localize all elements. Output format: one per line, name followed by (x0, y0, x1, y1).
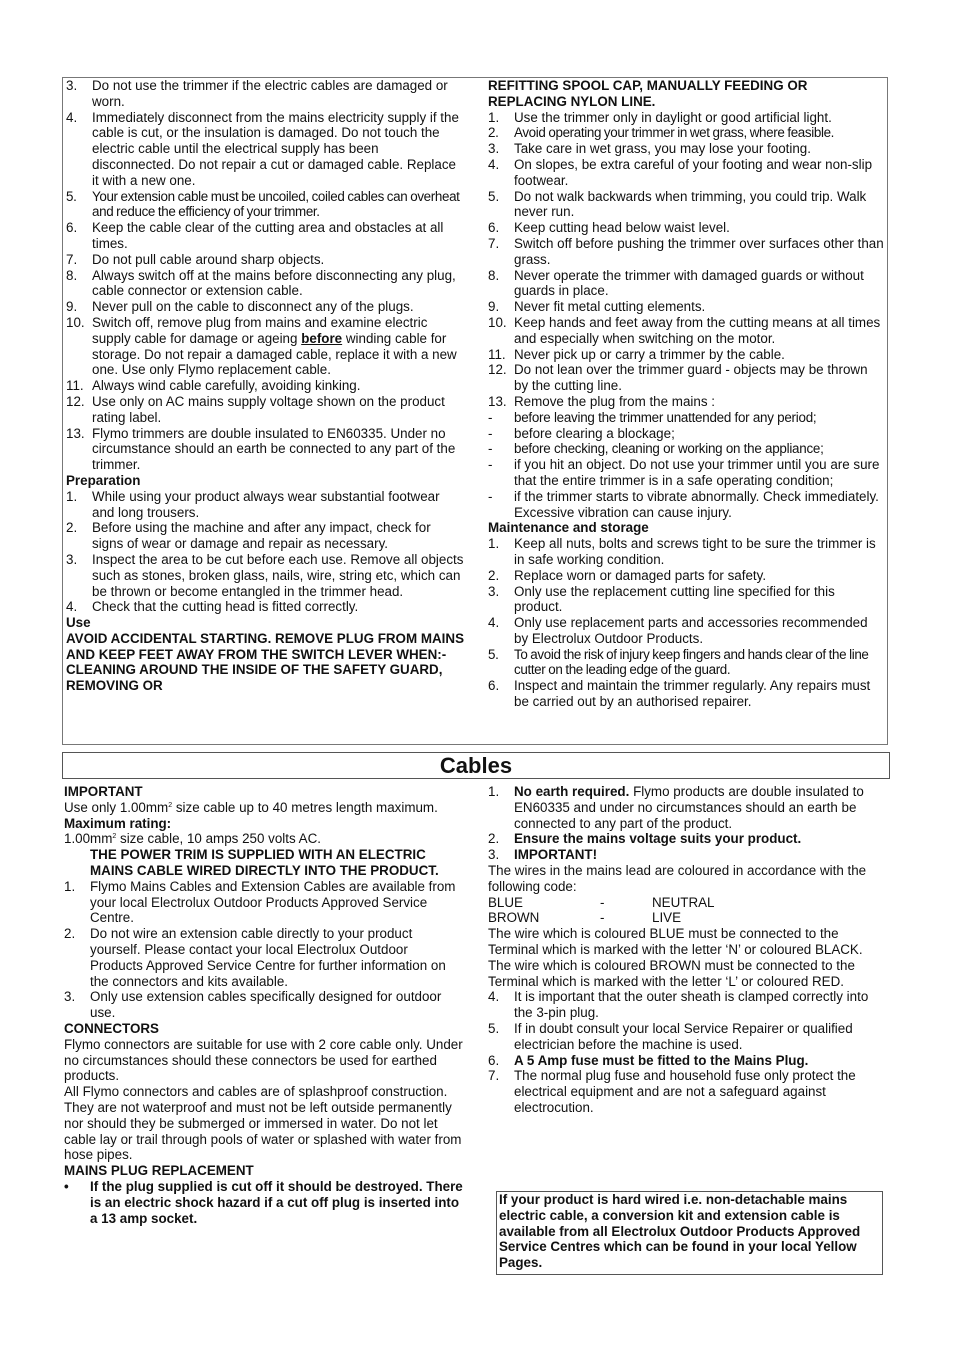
safety-column-right (488, 78, 884, 710)
important-text: Use only $1.00mm^2$ size cable up to 40 metres length maximum. (64, 799, 438, 815)
list-item: 4. Only use replacement parts and accessories recommended by Electrolux Outdoor Products. (488, 615, 868, 646)
cables-title-box (62, 752, 890, 779)
list-item: 5. Do not walk backwards when trimming, you could trip. Walk never run. (488, 188, 867, 220)
plug-heading: MAINS PLUG REPLACEMENT (64, 1163, 254, 1179)
list-item: - before clearing a blockage; (488, 425, 675, 441)
maintenance-list (488, 536, 884, 710)
use-heading: Use (66, 615, 91, 631)
list-item: 3. Only use extension cables specifically designed for outdoor use. (64, 989, 442, 1021)
safety-column-left (66, 78, 464, 694)
hardwired-note: THE POWER TRIM IS SUPPLIED WITH AN ELECTRIC MAINS CABLE WIRED DIRECTLY INTO THE PRODUCT. (90, 847, 439, 878)
list-item: 5. If in doubt consult your local Service Repairer or qualified electrician before the machine is used. (488, 1020, 853, 1052)
list-item: 12. Do not lean over the trimmer guard - objects may be thrown by the cutting line. (488, 362, 868, 394)
list-item: 3. Inspect the area to be cut before each use. Remove all objects such as stones, broken glass, nails, wire, string etc, which can be thrown or become entangled in the trimmer head. (66, 551, 464, 599)
list-item: 8. Always switch off at the mains before disconnecting any plug, cable connector or extension cable. (66, 267, 456, 299)
cables-column-right (488, 784, 888, 1116)
list-item: 9. Never pull on the cable to disconnect any of the plugs. (66, 299, 414, 315)
list-item: 1. Keep all nuts, bolts and screws tight to be sure the trimmer is in safe working condition. (488, 536, 876, 567)
important-heading: IMPORTANT (64, 784, 143, 799)
list-item: 13. Flymo trimmers are double insulated to EN60335. Under no circumstance should an earth be connected to any part of the trimmer. (66, 425, 456, 473)
conversion-kit-note: If your product is hard wired i.e. non-detachable mains electric cable, a conversion kit and extension cable is available from all Electrolux Outdoor Products Approved Service Centres which can be found in your local Yellow Pages. (496, 1191, 883, 1275)
list-item: 6. Inspect and maintain the trimmer regularly. Any repairs must be carried out by an authorised repairer. (488, 678, 871, 710)
list-item: 7. Do not pull cable around sharp objects. (66, 251, 325, 267)
max-rating-text: $1.00mm^2$ size cable, 10 amps 250 volts AC. (64, 831, 321, 847)
list-item: 4. On slopes, be extra careful of your footing and wear non-slip footwear. (488, 156, 873, 188)
use-warning: AVOID ACCIDENTAL STARTING. REMOVE PLUG FROM MAINS AND KEEP FEET AWAY FROM THE SWITCH LEVER WHEN:- CLEANING AROUND THE INSIDE OF THE SAFETY GUARD, REMOVING OR (66, 630, 464, 694)
list-item: 7. Switch off before pushing the trimmer over surfaces other than grass. (488, 235, 884, 267)
list-item: 1. No earth required. Flymo products are double insulated to EN60335 and under no circumstances should an earth be connected to any part of the product. (488, 784, 864, 831)
remove-plug-list (488, 410, 884, 521)
list-item: 5. Your extension cable must be uncoiled, coiled cables can overheat and reduce the efficiency of your trimmer. (66, 188, 460, 220)
list-item: 4. It is important that the outer sheath is clamped correctly into the 3-pin plug. (488, 989, 869, 1021)
wire-code-row: BLUE - NEUTRAL (488, 894, 715, 910)
list-item: 3. IMPORTANT! (488, 847, 598, 863)
list-item: 8. Never operate the trimmer with damaged guards or without guards in place. (488, 267, 864, 299)
list-item: - if the trimmer starts to vibrate abnormally. Check immediately. Excessive vibration can cause injury. (488, 488, 879, 520)
spool-heading: REFITTING SPOOL CAP, MANUALLY FEEDING OR REPLACING NYLON LINE. (488, 78, 808, 109)
connectors-paragraph: All Flymo connectors and cables are of splashproof construction. They are not waterproof and must not be left outside permanently nor should they be submerged or immersed in water. Do not let cable lay or trail through pools of water or splashed with water from hose pipes. (64, 1084, 462, 1163)
list-item: 3. Do not use the trimmer if the electric cables are damaged or worn. (66, 78, 448, 109)
list-item: 5. To avoid the risk of injury keep fingers and hands clear of the line cutter on the leading edge of the guard. (488, 646, 869, 678)
list-item: 2. Replace worn or damaged parts for safety. (488, 567, 767, 583)
list-item: 11. Always wind cable carefully, avoiding kinking. (66, 378, 361, 394)
list-item: 4. Check that the cutting head is fitted correctly. (66, 599, 359, 615)
use-list (488, 110, 884, 410)
list-item: 2. Ensure the mains voltage suits your product. (488, 831, 802, 847)
list-item: 11. Never pick up or carry a trimmer by the cable. (488, 346, 785, 362)
list-item: 10. Switch off, remove plug from mains and examine electric supply cable for damage or ageing before winding cable for storage. Do not repair a damaged cable, replace it with a new one. Use only Flymo replacement cable. (66, 314, 457, 378)
bullet: • (64, 1178, 69, 1194)
plug-warning: • If the plug supplied is cut off it should be destroyed. There is an electric shock hazard if a cut off plug is inserted into a 13 amp socket. (64, 1178, 463, 1226)
connectors-paragraph: Flymo connectors are suitable for use with 2 core cable only. Under no circumstances should these connectors be used for earthed products. (64, 1036, 463, 1084)
list-item: 2. Do not wire an extension cable directly to your product yourself. Please contact your local Electrolux Outdoor Products Approved Service Centre for further information on the connectors and kits available. (64, 926, 446, 989)
cable-safety-list (66, 78, 464, 473)
list-item: 1. Use the trimmer only in daylight or good artificial light. (488, 109, 832, 125)
list-item: 2. Avoid operating your trimmer in wet grass, where feasible. (488, 125, 835, 141)
list-item: 3. Take care in wet grass, you may lose your footing. (488, 141, 811, 157)
list-item: 12. Use only on AC mains supply voltage shown on the product rating label. (66, 393, 445, 425)
list-item: 10. Keep hands and feet away from the cutting means at all times and especially when switching on the motor. (488, 314, 881, 346)
list-item: 6. Keep cutting head below waist level. (488, 220, 730, 236)
wires-text: The wire which is coloured BLUE must be connected to the Terminal which is marked with the letter ‘N’ or coloured BLACK. The wire which is coloured BROWN must be connected to the Terminal which is marked with the letter ‘L’ or coloured RED. (488, 926, 863, 989)
list-item: 6. Keep the cable clear of the cutting area and obstacles at all times. (66, 220, 444, 251)
wire-code-row: BROWN - LIVE (488, 910, 682, 926)
list-item: 2. Before using the machine and after any impact, check for signs of wear or damage and repair as necessary. (66, 520, 431, 552)
list-item: 9. Never fit metal cutting elements. (488, 299, 706, 315)
connectors-heading: CONNECTORS (64, 1020, 159, 1036)
emphasis-before: before (301, 330, 343, 346)
cables-list (64, 879, 464, 1021)
cables-column-left (64, 784, 464, 1226)
list-item: - before leaving the trimmer unattended for any period; (488, 409, 817, 425)
max-rating-heading: Maximum rating: (64, 815, 172, 831)
page-title: Cables (439, 753, 513, 778)
list-item: 7. The normal plug fuse and household fuse only protect the electrical equipment and are not a safeguard against electrocution. (488, 1068, 856, 1115)
wires-intro: The wires in the mains lead are coloured in accordance with the following code: (488, 862, 867, 894)
maintenance-heading: Maintenance and storage (488, 520, 649, 536)
list-item: 6. A 5 Amp fuse must be fitted to the Mains Plug. (488, 1052, 809, 1068)
list-item: 4. Immediately disconnect from the mains electricity supply if the cable is cut, or the insulation is damaged. Do not touch the electric cable until the electrical supply has been disconnected. Do not repair a cut or damaged cable. Replace it with a new one. (66, 109, 459, 188)
list-item: - if you hit an object. Do not use your trimmer until you are sure that the entire trimmer is in a safe operating condition; (488, 457, 880, 488)
preparation-list (66, 489, 464, 615)
preparation-heading: Preparation (66, 472, 141, 488)
list-item: - before checking, cleaning or working on the appliance; (488, 441, 824, 457)
list-item: 3. Only use the replacement cutting line specified for this product. (488, 583, 835, 615)
list-item: 1. Flymo Mains Cables and Extension Cables are available from your local Electrolux Outdoor Products Approved Service Centre. (64, 878, 456, 926)
list-item: 13. Remove the plug from the mains : (488, 393, 715, 409)
list-item: 1. While using your product always wear substantial footwear and long trousers. (66, 488, 440, 520)
